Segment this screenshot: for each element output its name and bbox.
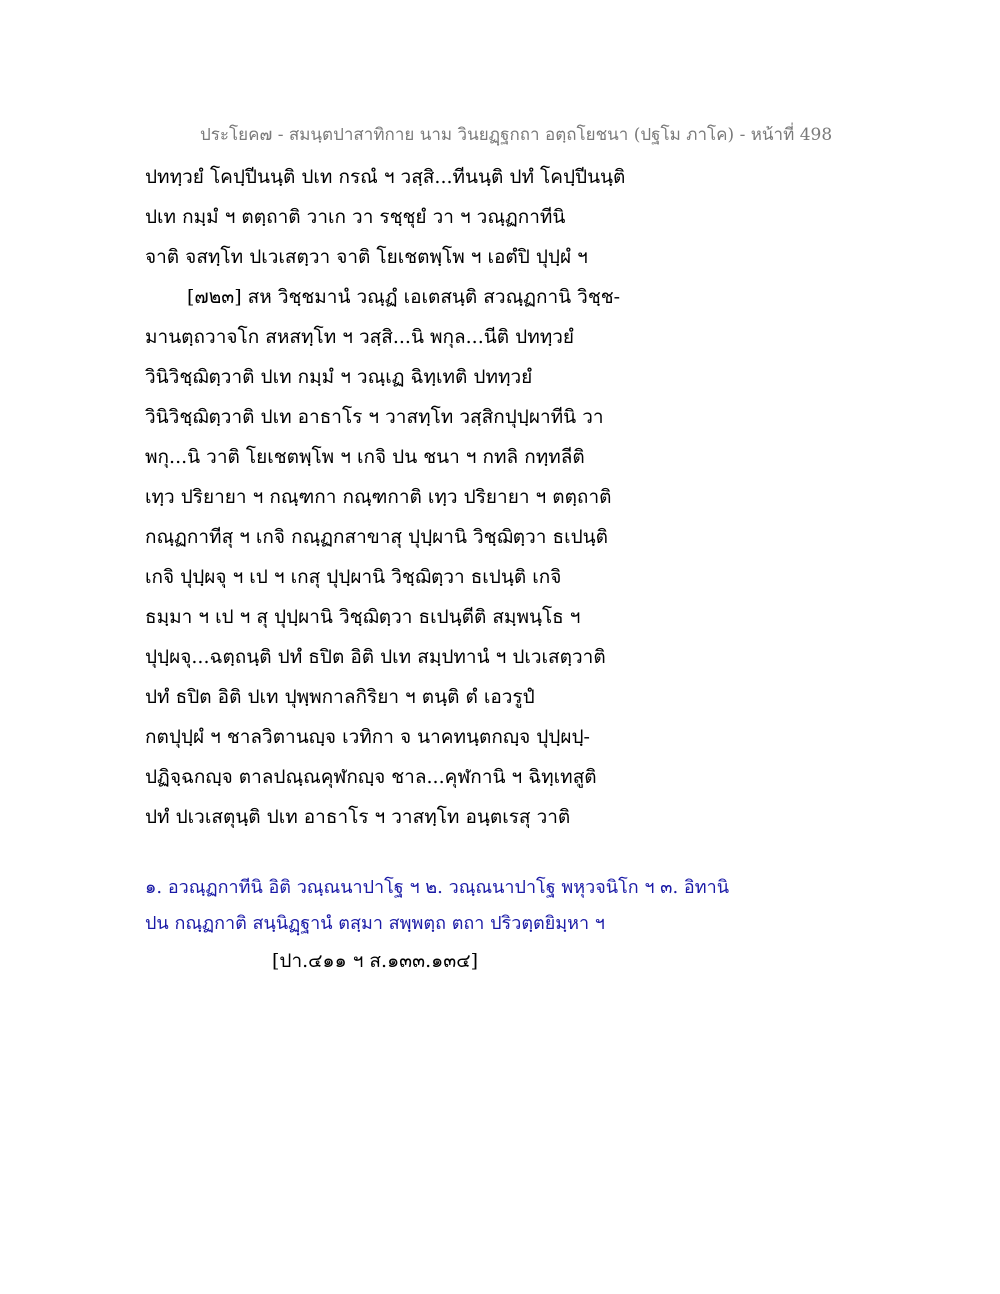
body-line: กตปุปฺผํ ฯ ชาลวิตานญฺจ เวทิกา จ นาคทนฺตกญฺจ ปุปฺผปฺ- (145, 726, 590, 748)
body-line: ปทํ ปเวเสตุนฺติ ปเท อาธาโร ฯ วาสทฺโท อนฺตเรสุ วาติ (145, 806, 571, 828)
body-line: พกุ...นิ วาติ โยเชตพฺโพ ฯ เกจิ ปน ชนา ฯ กทลิ กทฺทลีติ (145, 446, 585, 468)
body-text (145, 157, 965, 837)
body-line: จาติ จสทฺโท ปเวเสตฺวา จาติ โยเชตพฺโพ ฯ เอตํปิ ปุปฺผํ ฯ (145, 246, 588, 268)
footnote-line: ปน กณฺฏกาติ สนฺนิฏฺฐานํ ตสฺมา สพฺพตฺถ ตถา ปริวตฺตยิมฺหา ฯ (145, 913, 605, 934)
body-line: ปุปฺผจุ...ฉตฺถนฺติ ปทํ ธปิต อิติ ปเท สมฺปทานํ ฯ ปเวเสตฺวาติ (145, 646, 606, 668)
footnotes (145, 870, 965, 942)
body-line: ปทํ ธปิต อิติ ปเท ปุพฺพกาลกิริยา ฯ ตนฺติ ตํ เอวรูปํ (145, 686, 535, 708)
body-line: ปเท กมฺมํ ฯ ตตฺถาติ วาเก วา รชฺชุยํ วา ฯ วณฺฏกาทีนิ (145, 206, 566, 228)
footnote-line: ๑. อวณฺฏกาทีนิ อิติ วณฺณนาปาโฐ ฯ ๒. วณฺณนาปาโฐ พหุวจนิโก ฯ ๓. อิทานิ (145, 877, 730, 898)
body-line: ธมฺมา ฯ เป ฯ สุ ปุปฺผานิ วิชฺฌิตฺวา ธเปนฺตีติ สมฺพนฺโธ ฯ (145, 606, 581, 628)
page-header: ประโยค๗ - สมนฺตปาสาทิกาย นาม วินยฏฺฐกถา อตฺถโยชนา (ปฐโม ภาโค) - หน้าที่ 498 (200, 125, 833, 145)
body-line: วินิวิชฺฌิตฺวาติ ปเท กมฺมํ ฯ วณฺเฏ ฉิทฺเทติ ปททฺวยํ (145, 366, 533, 388)
body-line: เกจิ ปุปฺผจุ ฯ เป ฯ เกสุ ปุปฺผานิ วิชฺฌิตฺวา ธเปนฺติ เกจิ (145, 566, 562, 588)
page-reference: [ปา.๔๑๑ ฯ ส.๑๓๓.๑๓๔] (272, 950, 478, 972)
body-line: ปฏิจฺฉกญฺจ ตาลปณฺณคุฬกญฺจ ชาล...คุฬกานิ ฯ ฉิทฺเทสูติ (145, 766, 597, 788)
body-line: ปททฺวยํ โคปฺปีนนฺติ ปเท กรณํ ฯ วสฺสิ...ทีนนฺติ ปทํ โคปฺปีนนฺติ (145, 166, 626, 188)
body-line-paragraph-start: [๗๒๓] สห วิชฺชมานํ วณฺฏํ เอเตสนฺติ สวณฺฏกานิ วิชฺช- (187, 286, 621, 308)
body-line: เทฺว ปริยายา ฯ กณฺฑกา กณฺฑกาติ เทฺว ปริยายา ฯ ตตฺถาติ (145, 486, 612, 508)
body-line: วินิวิชฺฌิตฺวาติ ปเท อาธาโร ฯ วาสทฺโท วสฺสิกปุปฺผาทีนิ วา (145, 406, 604, 428)
body-line: กณฺฏกาทีสุ ฯ เกจิ กณฺฏกสาขาสุ ปุปฺผานิ วิชฺฌิตฺวา ธเปนฺติ (145, 526, 608, 548)
body-line: มานตฺถวาจโก สหสทฺโท ฯ วสฺสิ...นิ พกุล...นีติ ปททฺวยํ (145, 326, 575, 348)
